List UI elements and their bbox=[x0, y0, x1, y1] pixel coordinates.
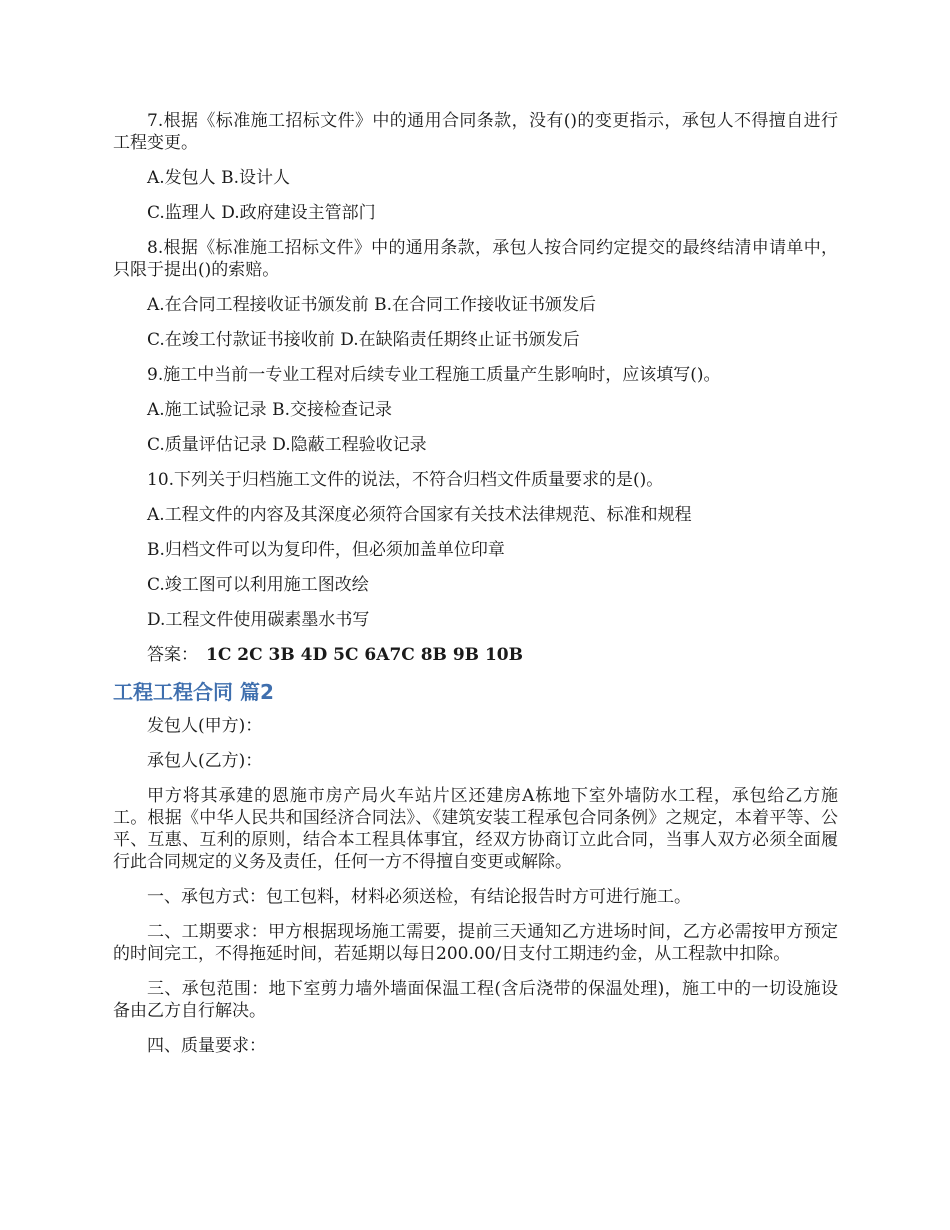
question-7-option-cd: C.监理人 D.政府建设主管部门 bbox=[147, 203, 376, 223]
question-9-option-cd: C.质量评估记录 D.隐蔽工程验收记录 bbox=[147, 435, 427, 455]
question-7: 7.根据《标准施工招标文件》中的通用合同条款，没有()的变更指示，承包人不得擅自进行工程变更。 bbox=[113, 111, 838, 153]
question-10-option-a: A.工程文件的内容及其深度必须符合国家有关技术法律规范、标准和规程 bbox=[147, 505, 692, 525]
document-body bbox=[113, 110, 838, 1057]
clause-scope: 三、承包范围：地下室剪力墙外墙面保温工程(含后浇带的保温处理)，施工中的一切设施设备由乙方自行解决。 bbox=[113, 979, 838, 1021]
question-10-option-c: C.竣工图可以利用施工图改绘 bbox=[147, 575, 369, 595]
question-8: 8.根据《标准施工招标文件》中的通用条款，承包人按合同约定提交的最终结清申请单中，只限于提出()的索赔。 bbox=[113, 238, 838, 280]
question-8-option-ab: A.在合同工程接收证书颁发前 B.在合同工作接收证书颁发后 bbox=[147, 295, 596, 315]
section-heading: 工程工程合同 篇2 bbox=[113, 680, 274, 704]
question-7-option-ab: A.发包人 B.设计人 bbox=[147, 168, 290, 188]
answer-line bbox=[113, 644, 838, 666]
clause-quality: 四、质量要求： bbox=[147, 1036, 266, 1056]
party-b-line: 承包人(乙方)： bbox=[147, 751, 263, 771]
clause-contract-method: 一、承包方式：包工包料，材料必须送检，有结论报告时方可进行施工。 bbox=[147, 887, 691, 907]
answer-key: 1C 2C 3B 4D 5C 6A7C 8B 9B 10B bbox=[206, 645, 523, 665]
contract-intro: 甲方将其承建的恩施市房产局火车站片区还建房A栋地下室外墙防水工程，承包给乙方施工。根据《中华人民共和国经济合同法》、《建筑安装工程承包合同条例》之规定，本着平等、公平、互惠、互利的原则，结合本工程具体事宜，经双方协商订立此合同，当事人双方必须全面履行此合同规定的义务及责任，任何一方不得擅自变更或解除。 bbox=[113, 786, 838, 872]
question-9-option-ab: A.施工试验记录 B.交接检查记录 bbox=[147, 400, 392, 420]
question-8-option-cd: C.在竣工付款证书接收前 D.在缺陷责任期终止证书颁发后 bbox=[147, 330, 580, 350]
question-10-option-b: B.归档文件可以为复印件，但必须加盖单位印章 bbox=[147, 540, 505, 560]
party-a-line: 发包人(甲方)： bbox=[147, 716, 263, 736]
question-10-option-d: D.工程文件使用碳素墨水书写 bbox=[147, 610, 370, 630]
question-9: 9.施工中当前一专业工程对后续专业工程施工质量产生影响时，应该填写()。 bbox=[147, 365, 721, 385]
answer-label: 答案： bbox=[147, 645, 198, 665]
clause-schedule: 二、工期要求：甲方根据现场施工需要，提前三天通知乙方进场时间，乙方必需按甲方预定的时间完工，不得拖延时间，若延期以每日200.00/日支付工期违约金，从工程款中扣除。 bbox=[113, 922, 838, 964]
question-10: 10.下列关于归档施工文件的说法，不符合归档文件质量要求的是()。 bbox=[147, 470, 664, 490]
